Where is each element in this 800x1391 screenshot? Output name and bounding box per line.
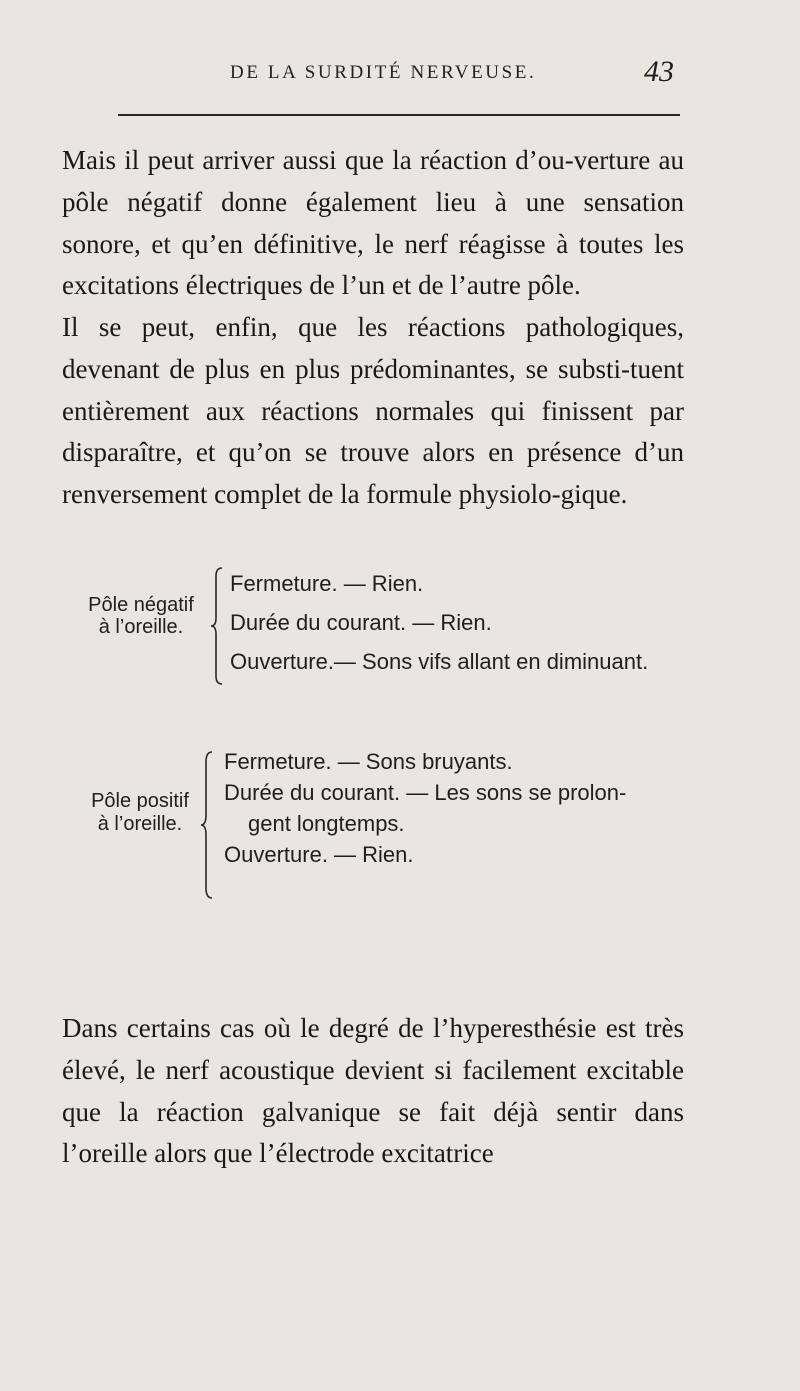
table-row: Durée du courant. — Les sons se prolon- — [224, 780, 627, 805]
paragraph-3 — [62, 1008, 684, 1175]
positive-pole-table — [60, 746, 720, 906]
paragraph-3-text: Dans certains cas où le degré de l’hyperesthésie est très élevé, le nerf acoustique devient si facilement excitable que la réaction galvanique se fait déjà sentir dans l’oreille alors que l’électrode excitatrice — [62, 1013, 684, 1169]
table-row: Ouverture.— Sons vifs allant en diminuant. — [230, 649, 649, 674]
table-row: Fermeture. — Rien. — [230, 571, 424, 596]
paragraph-2-text: Il se peut, enfin, que les réactions pathologiques, devenant de plus en plus prédominantes, se substi-tuent entièrement aux réactions normales qui finissent par disparaître, et qu’on se trouve alors en présence d’un renversement complet de la formule physiolo-gique. — [62, 312, 684, 510]
brace-icon — [200, 750, 214, 900]
running-title: DE LA SURDITÉ NERVEUSE. — [230, 62, 537, 83]
negative-pole-label-line1: Pôle négatif — [88, 594, 194, 616]
paragraph-2 — [62, 307, 684, 516]
positive-pole-rows — [224, 746, 626, 870]
positive-pole-label-line2: à l’oreille. — [97, 813, 183, 835]
negative-pole-label-line2: à l’oreille. — [98, 616, 184, 638]
page-number: 43 — [644, 55, 674, 88]
table-row: gent longtemps. — [248, 811, 405, 836]
negative-pole-rows — [230, 564, 648, 681]
table-row: Durée du courant. — Rien. — [230, 610, 492, 635]
table-row: Fermeture. — Sons bruyants. — [224, 749, 513, 774]
header-rule — [118, 114, 680, 116]
negative-pole-table — [60, 564, 720, 694]
paragraph-1 — [62, 140, 684, 307]
positive-pole-label-line1: Pôle positif — [91, 790, 189, 812]
paragraph-1-text: Mais il peut arriver aussi que la réaction d’ou-verture au pôle négatif donne également lieu à une sensation sonore, et qu’en définitive, le nerf réagisse à toutes les excitations électriques de l’un et de l’autre pôle. — [62, 145, 684, 301]
positive-pole-label — [60, 790, 220, 836]
table-row: Ouverture. — Rien. — [224, 842, 414, 867]
brace-icon — [210, 566, 224, 686]
negative-pole-label — [60, 594, 222, 638]
